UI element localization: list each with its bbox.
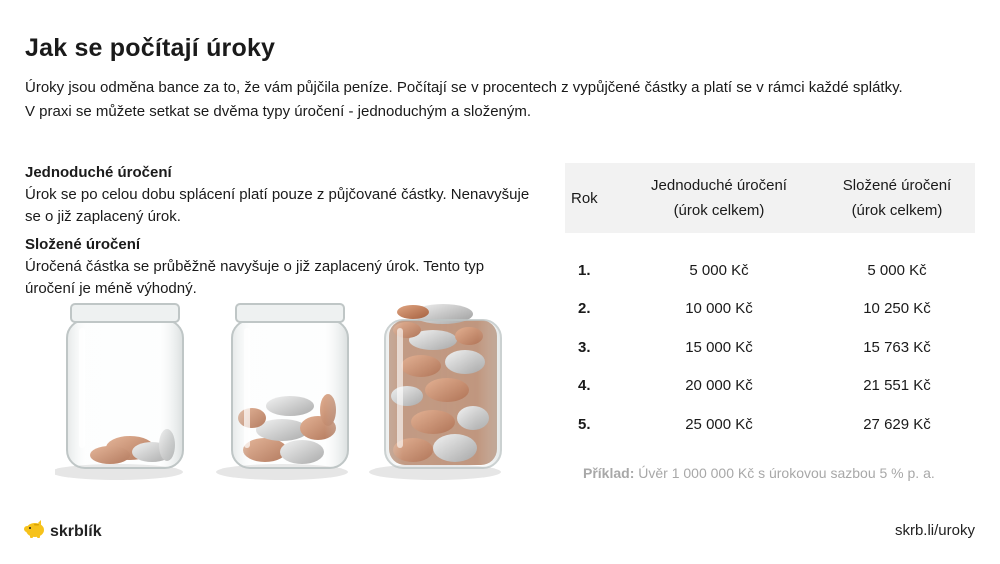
simple-cell: 15 000 Kč xyxy=(685,338,753,356)
simple-interest-text: Úrok se po celou dobu splácení platí pouze z půjčované částky. Nenavyšuje se o již zaplacený úrok. xyxy=(25,186,530,225)
table-row xyxy=(565,290,975,329)
header-simple-line2: (úrok celkem) xyxy=(673,202,765,219)
example-label: Příklad: xyxy=(583,465,635,481)
jar-few-coins xyxy=(55,304,183,480)
coin-jars-image xyxy=(55,300,515,485)
interest-comparison-table xyxy=(565,163,975,444)
compound-cell: 10 250 Kč xyxy=(863,300,931,318)
simple-cell: 25 000 Kč xyxy=(685,415,753,433)
footer-url[interactable]: skrb.li/uroky xyxy=(894,522,975,539)
compound-cell: 27 629 Kč xyxy=(863,415,931,433)
header-year: Rok xyxy=(571,189,598,207)
example-note xyxy=(583,465,935,481)
year-cell: 3. xyxy=(578,338,591,356)
table-row xyxy=(565,251,975,290)
header-compound-line2: (úrok celkem) xyxy=(851,202,943,219)
compound-cell: 21 551 Kč xyxy=(863,377,931,395)
intro-line-2: V praxi se můžete setkat se dvěma typy úročení - jednoduchým a složeným. xyxy=(25,103,532,120)
compound-interest-heading: Složené úročení xyxy=(25,236,141,253)
piggy-bank-icon xyxy=(24,520,46,543)
simple-cell: 20 000 Kč xyxy=(685,377,753,395)
year-cell: 2. xyxy=(578,300,591,318)
header-simple-interest xyxy=(619,163,819,233)
brand-logo[interactable] xyxy=(24,520,102,543)
jar-more-coins xyxy=(216,304,348,480)
table-row xyxy=(565,367,975,406)
simple-interest-heading: Jednoduché úročení xyxy=(25,164,172,181)
simple-cell: 5 000 Kč xyxy=(689,261,749,279)
example-text: Úvěr 1 000 000 Kč s úrokovou sazbou 5 % p. a. xyxy=(638,465,935,481)
header-simple-line1: Jednoduché úročení xyxy=(651,177,787,194)
jar-full-coins xyxy=(369,304,501,480)
year-cell: 4. xyxy=(578,377,591,395)
table-row xyxy=(565,405,975,444)
year-cell: 1. xyxy=(578,261,591,279)
header-compound-interest xyxy=(819,163,975,233)
compound-interest-text: Úročená částka se průběžně navyšuje o již zaplacený úrok. Tento typ úročení je méně výhodný. xyxy=(25,258,485,297)
page-title: Jak se počítají úroky xyxy=(25,34,276,62)
interest-types xyxy=(25,162,545,300)
simple-cell: 10 000 Kč xyxy=(685,300,753,318)
table-header-row xyxy=(565,163,975,233)
compound-cell: 15 763 Kč xyxy=(863,338,931,356)
brand-name: skrblík xyxy=(50,522,102,540)
intro-line-1: Úroky jsou odměna bance za to, že vám půjčila peníze. Počítají se v procentech z vypůjčené částky a platí se v rámci každé splátky. xyxy=(25,79,903,96)
intro xyxy=(25,76,975,124)
table-row xyxy=(565,328,975,367)
coin-jars-illustration xyxy=(55,300,515,485)
header-compound-line1: Složené úročení xyxy=(842,177,952,194)
compound-cell: 5 000 Kč xyxy=(867,261,927,279)
year-cell: 5. xyxy=(578,415,591,433)
